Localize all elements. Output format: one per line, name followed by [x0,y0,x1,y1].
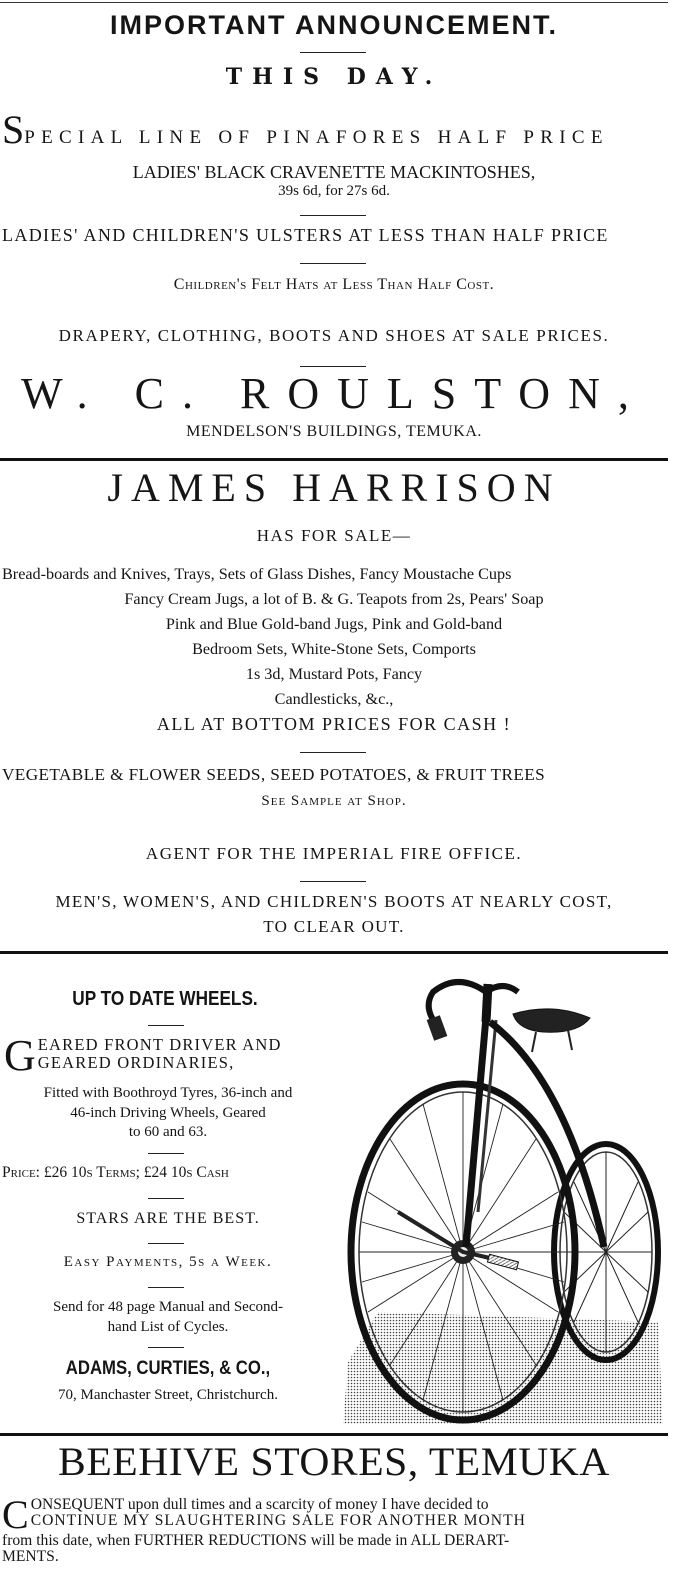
felt-hats-line: Children's Felt Hats at Less Than Half Cost. [173,276,495,293]
this-day-heading: THIS DAY. [225,64,443,90]
goods-line: 1s 3d, Mustard Pots, Fancy [245,665,423,683]
sample-line: See Sample at Shop. [261,793,407,809]
pinafores-line: SPECIAL LINE OF PINAFORES HALF PRICE [2,107,609,152]
seeds-line: VEGETABLE & FLOWER SEEDS, SEED POTATOES, & FRUIT TREES [2,765,546,784]
drapery-line: DRAPERY, CLOTHING, BOOTS AND SHOES AT SALE PRICES. [58,326,610,345]
bottom-prices: ALL AT BOTTOM PRICES FOR CASH ! [156,714,512,734]
divider [148,1243,184,1244]
harrison-name: JAMES HARRISON [107,465,561,510]
divider [148,1287,184,1288]
adams-name: ADAMS, CURTIES, & CO., [65,1358,271,1379]
divider [300,263,366,264]
beehive-name: BEEHIVE STORES, TEMUKA [58,1439,610,1484]
handle-grip [427,1015,448,1040]
easy-payments: Easy Payments, 5s a Week. [63,1254,273,1270]
fitted-text: Fitted with Boothroyd Tyres, 36-inch and 46-inch Driving Wheels, Geared to 60 and 63. [43,1085,293,1140]
drop-cap: G [4,1031,36,1080]
divider [300,881,366,882]
ulsters-line: LADIES' AND CHILDREN'S ULSTERS AT LESS THAN HALF PRICE [2,225,609,245]
ad-separator [0,1433,668,1436]
mackintoshes-line: LADIES' BLACK CRAVENETTE MACKINTOSHES, [132,162,536,182]
divider [300,366,366,367]
mackintoshes-price: 39s 6d, for 27s 6d. [278,183,390,199]
send-text: Send for 48 page Manual and Second- hand List of Cycles. [53,1299,283,1335]
roulston-headline: IMPORTANT ANNOUNCEMENT. [110,10,558,40]
goods-line: Candlesticks, &c., [274,690,394,708]
roulston-name: W. C. ROULSTON, [21,369,647,418]
goods-line: Pink and Blue Gold-band Jugs, Pink and Gold-band [165,615,503,633]
geared-block: G EARED FRONT DRIVER AND GEARED ORDINARIES, [4,1031,282,1080]
drop-cap: C [2,1492,29,1537]
boots-line: TO CLEAR OUT. [263,917,405,936]
stars-line: STARS ARE THE BEST. [76,1210,260,1227]
boots-line: MEN'S, WOMEN'S, AND CHILDREN'S BOOTS AT NEARLY COST, [55,892,613,911]
beehive-body: C ONSEQUENT upon dull times and a scarcity of money I have decided to CONTINUE MY SLAUGHTERING SALE FOR ANOTHER MONTH from this date, when FURTHER REDUCTIONS will be made in ALL DERART- MENTS. [2,1492,526,1565]
divider [148,1198,184,1199]
divider [148,1025,184,1026]
saddle [513,1009,590,1032]
goods-line: Bedroom Sets, White-Stone Sets, Comports [192,640,476,658]
adams-address: 70, Manchaster Street, Christchurch. [58,1387,278,1403]
agent-line: AGENT FOR THE IMPERIAL FIRE OFFICE. [145,844,523,863]
pedal [487,1254,518,1269]
ad-separator [0,458,668,461]
drop-cap: S [2,107,25,152]
wheels-headline: UP TO DATE WHEELS. [72,988,258,1010]
divider [300,52,366,53]
bicycle-illustration [338,962,668,1428]
goods-line: Fancy Cream Jugs, a lot of B. & G. Teapots from 2s, Pears' Soap [124,590,544,608]
top-border [0,2,668,3]
has-for-sale: HAS FOR SALE— [256,526,412,545]
front-fork [466,1017,486,1247]
divider [148,1153,184,1154]
goods-line: Bread-boards and Knives, Trays, Sets of Glass Dishes, Fancy Moustache Cups [2,565,512,583]
divider [300,752,366,753]
ad-separator [0,951,668,954]
price-line: Price: £26 10s Terms; £24 10s Cash [2,1164,229,1181]
roulston-address: MENDELSON'S BUILDINGS, TEMUKA. [186,423,482,440]
divider [148,1347,184,1348]
divider [300,215,366,216]
